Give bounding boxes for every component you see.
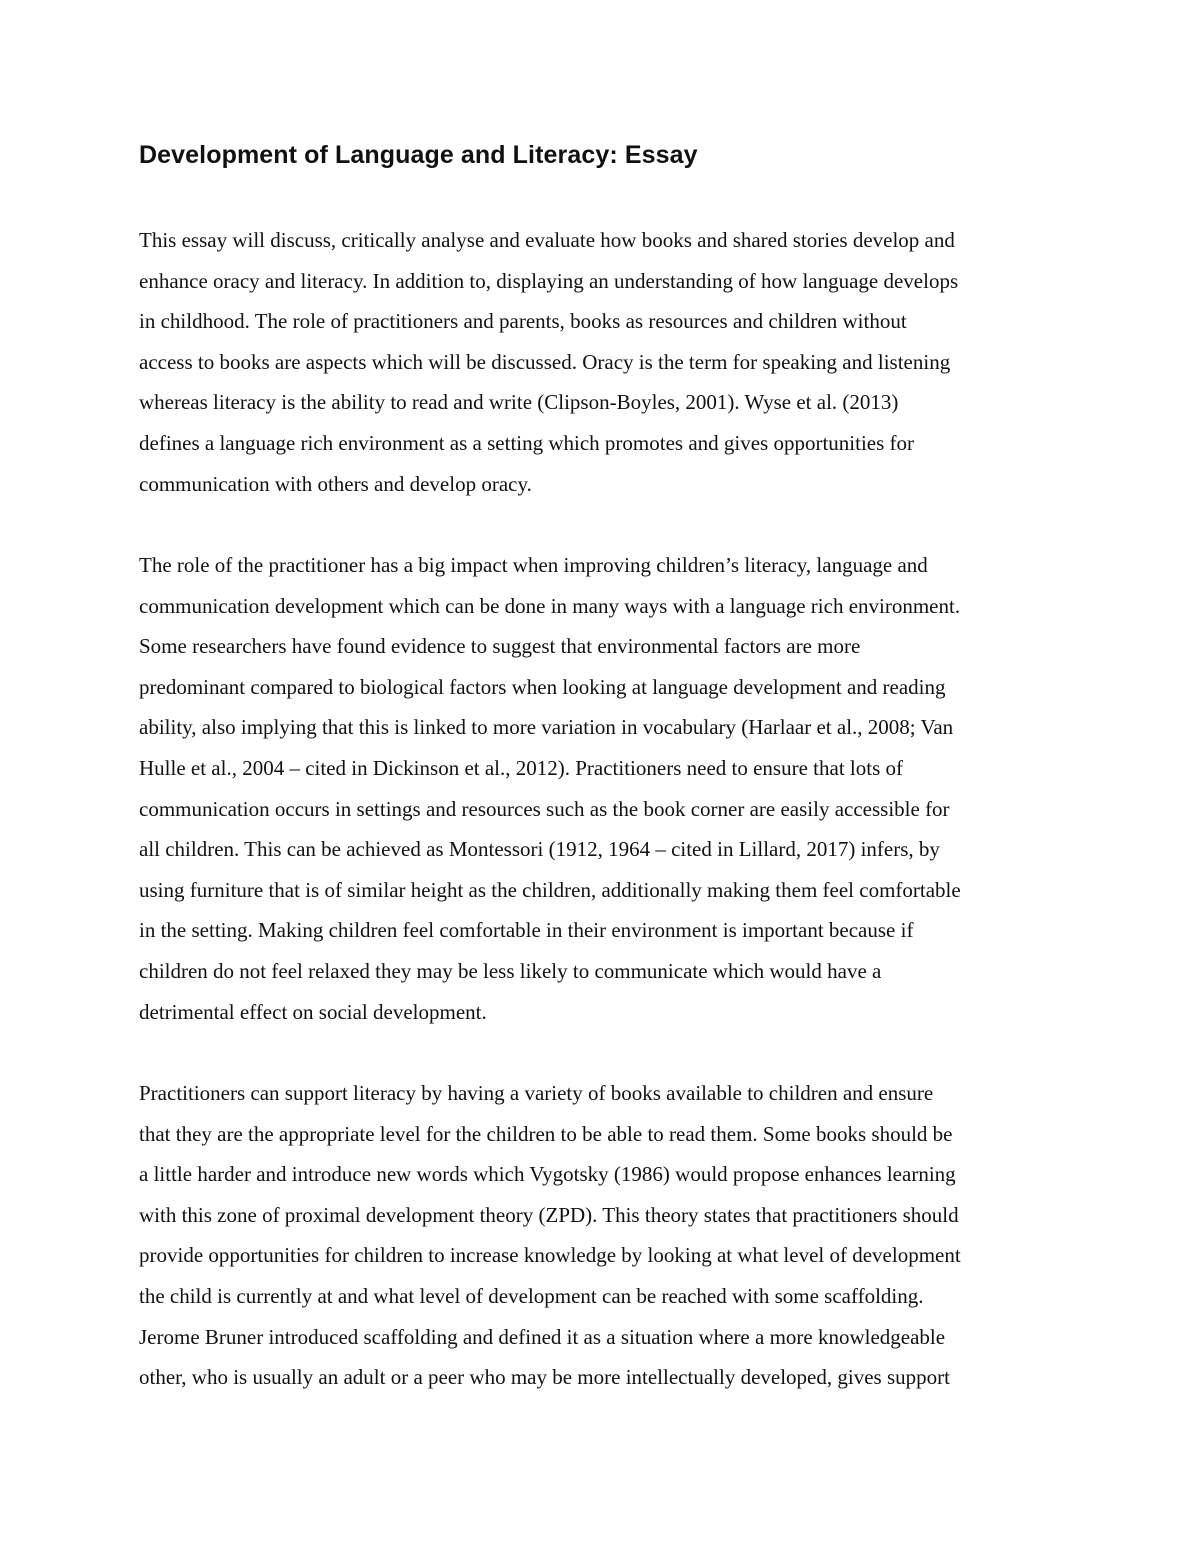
text-line: children do not feel relaxed they may be less likely to communicate which would have a <box>139 958 882 983</box>
essay-title: Development of Language and Literacy: Essay <box>139 141 698 169</box>
text-line: The role of the practitioner has a big impact when improving children’s literacy, language and <box>139 553 928 577</box>
text-line: communication with others and develop oracy. <box>139 471 532 496</box>
text-line: defines a language rich environment as a setting which promotes and gives opportunities for <box>139 430 915 455</box>
text-line: all children. This can be achieved as Montessori (1912, 1964 – cited in Lillard, 2017) infers, by <box>139 837 940 862</box>
text-line: predominant compared to biological factors when looking at language development and reading <box>139 674 946 699</box>
text-line: using furniture that is of similar height as the children, additionally making them feel comfortable <box>139 877 961 902</box>
text-line: provide opportunities for children to increase knowledge by looking at what level of development <box>139 1243 961 1268</box>
text-line: This essay will discuss, critically analyse and evaluate how books and shared stories develop and <box>139 228 955 252</box>
text-line: the child is currently at and what level of development can be reached with some scaffolding. <box>139 1283 924 1308</box>
text-line: Hulle et al., 2004 – cited in Dickinson et al., 2012). Practitioners need to ensure that lots of <box>139 755 903 780</box>
text-line: communication occurs in settings and resources such as the book corner are easily accessible for <box>139 796 950 821</box>
paragraph-introduction <box>139 220 958 504</box>
paragraph-practitioner-role <box>139 545 961 1032</box>
text-line: in childhood. The role of practitioners and parents, books as resources and children without <box>139 309 907 334</box>
text-line: communication development which can be done in many ways with a language rich environment. <box>139 593 961 618</box>
text-line: detrimental effect on social development. <box>139 999 487 1024</box>
text-line: in the setting. Making children feel comfortable in their environment is important because if <box>139 918 914 943</box>
text-line: other, who is usually an adult or a peer who may be more intellectually developed, gives support <box>139 1365 950 1390</box>
paragraph-literacy-support <box>139 1073 961 1398</box>
text-line: a little harder and introduce new words which Vygotsky (1986) would propose enhances learning <box>139 1162 956 1187</box>
text-line: enhance oracy and literacy. In addition to, displaying an understanding of how language develops <box>139 268 959 293</box>
text-line: that they are the appropriate level for the children to be able to read them. Some books should be <box>139 1121 953 1146</box>
text-line: Practitioners can support literacy by having a variety of books available to children and ensure <box>139 1081 934 1105</box>
text-line: whereas literacy is the ability to read and write (Clipson-Boyles, 2001). Wyse et al. (2013) <box>139 390 899 415</box>
text-line: ability, also implying that this is linked to more variation in vocabulary (Harlaar et al., 2008; Van <box>139 715 954 740</box>
text-line: Some researchers have found evidence to suggest that environmental factors are more <box>139 634 861 659</box>
text-line: Jerome Bruner introduced scaffolding and defined it as a situation where a more knowledgeable <box>139 1324 946 1349</box>
text-line: with this zone of proximal development theory (ZPD). This theory states that practitioners should <box>139 1202 959 1227</box>
text-line: access to books are aspects which will be discussed. Oracy is the term for speaking and listening <box>139 349 951 374</box>
